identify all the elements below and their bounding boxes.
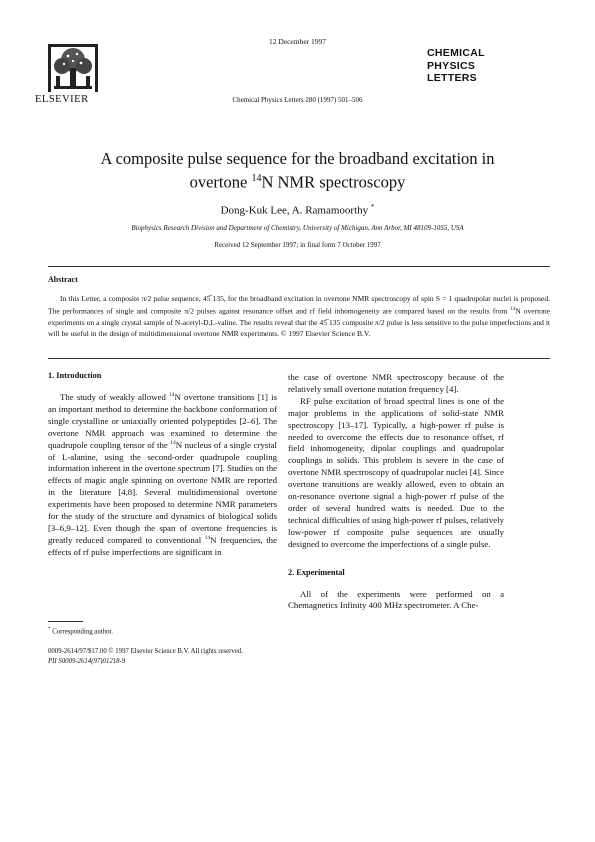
elsevier-tree-logo bbox=[44, 40, 102, 100]
received-dates: Received 12 September 1997; in final form 7 October 1997 bbox=[214, 241, 381, 249]
para-text: N nucleus of a single crystal of L-alanine, using the second-order quadrupole coupling information inherent in the overtone spectrum [7]. Studies on the effects of magic angle spinning on overtone NMR are reported in the literature [4,8]. Several multidimensional overtone experiments have been proposed to determine NMR parameters for the study of the structure and dynamics of biological solids [3–6,9–12]. Even though the span of overtone frequencies is greatly reduced compared to conventional bbox=[48, 439, 277, 545]
journal-reference: Chemical Physics Letters 280 (1997) 501–506 bbox=[232, 96, 363, 104]
experimental-paragraph-1: All of the experiments were performed on a Chemagnetics Infinity 400 MHz spectrometer. A Che- bbox=[288, 588, 504, 611]
right-column bbox=[288, 372, 504, 612]
abstract-superscript: 14 bbox=[510, 307, 516, 312]
abstract-top-rule bbox=[48, 266, 550, 267]
title-line-1: A composite pulse sequence for the broadband excitation in bbox=[100, 149, 495, 168]
intro-paragraph-2: RF pulse excitation of broad spectral lines is one of the major problems in the applications of solid-state NMR spectroscopy [13–17]. Typically, a high-power rf pulse is needed to overcome the effects due to resonance offset, rf field inhomogeneity, dipolar couplings and quadrupolar couplings in solids. This problem is severe in the case of overtone NMR spectroscopy of quadrupolar nuclei [4]. Since overtone transitions are weakly allowed, even to obtain an on-resonance overtone signal a high-power rf pulse of the order of several hundred watts is needed. Due to the technical difficulties of using high-power rf pulses, relatively low-power rf composite pulse sequences are usually designed to overcome the imperfections of a single pulse. bbox=[288, 395, 504, 549]
abstract-text: In this Letter, a composite π/2 pulse sequence, 45̅ 135, for the broadband excitation in overtone NMR spectroscopy of spin S = 1 quadrupolar nuclei is proposed. The performances of single and composite π/2 pulses against resonance offset and rf field inhomogeneity are compared based on the results from bbox=[48, 294, 550, 316]
affiliation: Biophysics Research Division and Department of Chemistry, University of Michigan, Ann Arbor, MI 48109-1055, USA bbox=[131, 224, 464, 232]
publisher-name: ELSEVIER bbox=[35, 94, 89, 105]
footnote bbox=[48, 627, 113, 635]
para-text: N overtone transitions [1] is an important method to determine the backbone conformation of single crystalline or uniaxially oriented polypeptides [2–6]. The overtone NMR approach was examined to determine the quadrupole coupling tensor of the bbox=[48, 392, 277, 450]
journal-name-line: LETTERS bbox=[427, 72, 477, 84]
isotope-superscript: 14 bbox=[204, 534, 211, 541]
issue-date: 12 December 1997 bbox=[268, 37, 327, 46]
title-line-2 bbox=[0, 169, 595, 192]
corresponding-mark: * bbox=[370, 203, 375, 211]
footnote-text: Corresponding author. bbox=[52, 628, 113, 636]
isotope-superscript: 14 bbox=[170, 439, 176, 446]
left-column bbox=[48, 371, 277, 559]
intro-paragraph-1-cont: the case of overtone NMR spectroscopy because of the relatively small overtone nutation frequency [4]. bbox=[288, 372, 504, 394]
copyright-line: 0009-2614/97/$17.00 © 1997 Elsevier Science B.V. All rights reserved. bbox=[48, 648, 243, 655]
copyright-block bbox=[48, 647, 243, 667]
authors-text: Dong-Kuk Lee, A. Ramamoorthy bbox=[220, 204, 369, 217]
journal-name-line: PHYSICS bbox=[427, 59, 476, 72]
abstract-body bbox=[48, 293, 550, 339]
title-superscript: 14 bbox=[251, 172, 262, 184]
abstract-bottom-rule bbox=[48, 358, 550, 359]
journal-name-line: CHEMICAL bbox=[427, 47, 485, 59]
para-text: N frequencies, the effects of rf pulse imperfections are significant in bbox=[48, 534, 277, 557]
abstract-text: N overtone experiments on a single crystal sample of N-acetyl-D,L-valine. The results reveal that the 45̅ 135 composite π/2 pulse is less sensitive to the pulse imperfections and it will be useful in the design of multidimensional overtone NMR experiments. © 1997 Elsevier Science B.V. bbox=[48, 306, 550, 338]
journal-name-logo bbox=[427, 47, 507, 85]
para-text: The study of weakly allowed bbox=[60, 392, 170, 402]
author-list bbox=[0, 203, 595, 217]
article-title bbox=[0, 149, 595, 192]
footnote-rule bbox=[48, 621, 83, 622]
abstract-heading: Abstract bbox=[48, 275, 78, 284]
pii-line: PII S0009-2614(97)01218-9 bbox=[48, 658, 126, 665]
title-text: N NMR spectroscopy bbox=[261, 172, 406, 191]
isotope-superscript: 14 bbox=[169, 392, 175, 399]
title-text: overtone bbox=[189, 172, 252, 191]
footnote-mark: * bbox=[48, 627, 51, 632]
section-heading: 1. Introduction bbox=[48, 371, 102, 380]
section-heading: 2. Experimental bbox=[288, 567, 345, 577]
intro-paragraph-1 bbox=[48, 392, 277, 559]
